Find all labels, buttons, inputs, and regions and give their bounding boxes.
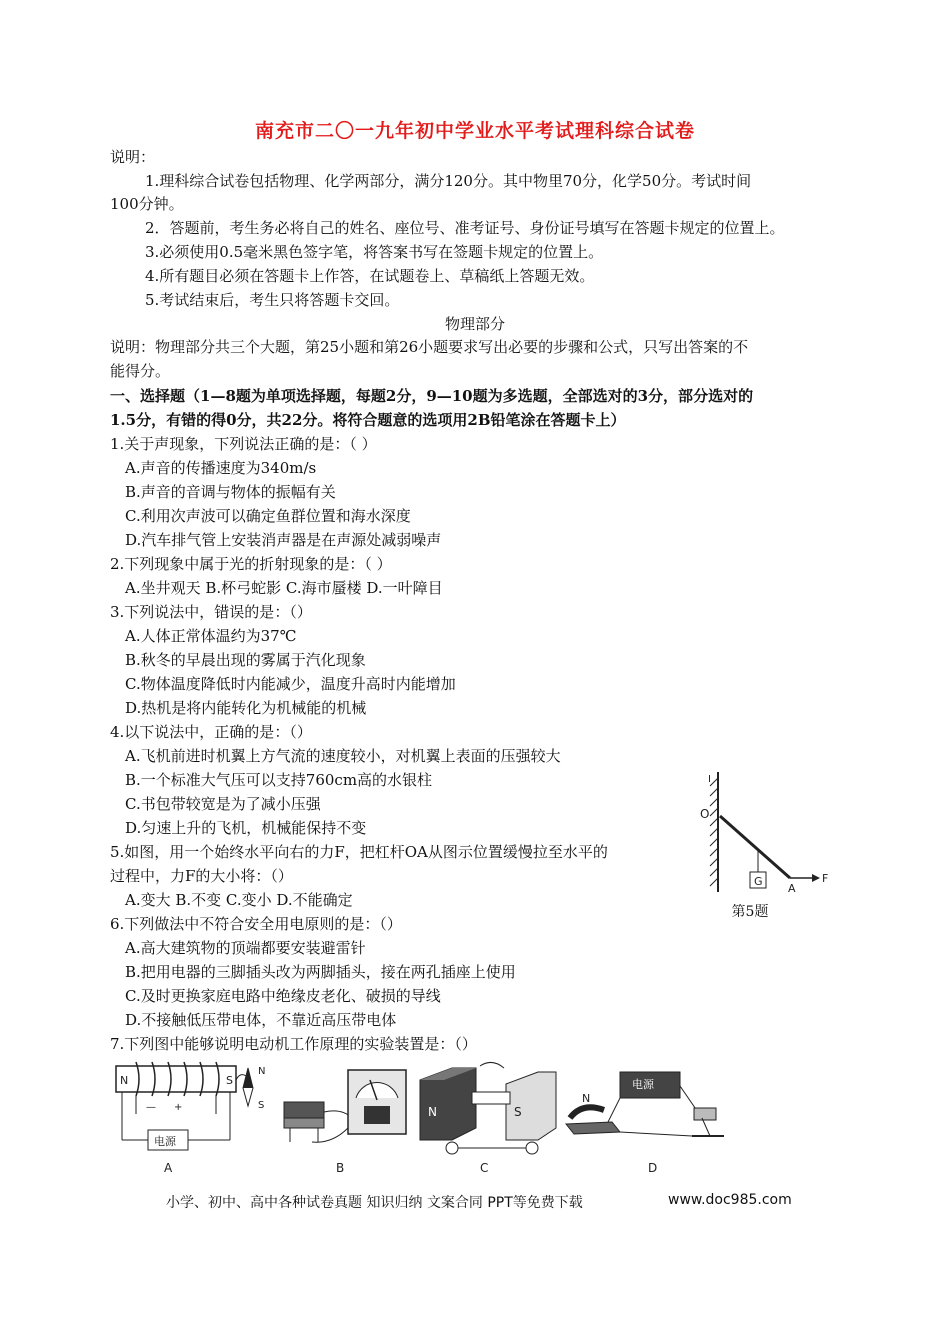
q4-option-a: A.飞机前进时机翼上方气流的速度较小，对机翼上表面的压强较大	[125, 747, 561, 765]
q7-stem: 7.下列图中能够说明电动机工作原理的实验装置是：（）	[110, 1035, 477, 1053]
q1-option-b: B.声音的音调与物体的振幅有关	[125, 483, 336, 501]
fig-d-n: N	[582, 1092, 591, 1105]
label-a: A	[788, 882, 796, 895]
physics-note-line1: 说明：物理部分共三个大题，第25小题和第26小题要求写出必要的步骤和公式，只写出答案的不	[110, 338, 749, 356]
instruction-1-line1: 1.理科综合试卷包括物理、化学两部分，满分120分。其中物里70分，化学50分。考试时间	[145, 172, 752, 190]
physics-section-title: 物理部分	[444, 315, 505, 333]
q6-option-c: C.及时更换家庭电路中绝缘皮老化、破损的导线	[125, 987, 441, 1005]
q3-option-d: D.热机是将内能转化为机械能的机械	[125, 699, 367, 717]
instruction-3: 3.必须使用0.5毫米黑色签字笔，将答案书写在签题卡规定的位置上。	[145, 243, 604, 261]
instruction-2: 2．答题前，考生务必将自己的姓名、座位号、准考证号、身份证号填写在答题卡规定的位置上。	[145, 219, 785, 237]
fig-a-source: 电源	[154, 1135, 176, 1148]
q1-option-c: C.利用次声波可以确定鱼群位置和海水深度	[125, 507, 411, 525]
q6-stem: 6.下列做法中不符合安全用电原则的是：（）	[110, 915, 402, 933]
q3-option-c: C.物体温度降低时内能减少，温度升高时内能增加	[125, 675, 456, 693]
q3-stem: 3.下列说法中，错误的是：（）	[110, 603, 312, 621]
instruction-4: 4.所有题目必须在答题卡上作答，在试题卷上、草稿纸上答题无效。	[145, 267, 595, 285]
q6-option-b: B.把用电器的三脚插头改为两脚插头，接在两孔插座上使用	[125, 963, 516, 981]
q4-option-b: B.一个标准大气压可以支持760cm高的水银柱	[125, 771, 433, 789]
fig-c-label: C	[480, 1161, 489, 1175]
q1-stem: 1.关于声现象，下列说法正确的是：（ ）	[110, 435, 377, 453]
q2-stem: 2.下列现象中属于光的折射现象的是：（ ）	[110, 555, 392, 573]
q5-options: A.变大 B.不变 C.变小 D.不能确定	[125, 891, 353, 909]
q7-figure-c	[420, 1062, 556, 1175]
svg-text:I: I	[708, 774, 711, 785]
fig-b-label: B	[336, 1161, 345, 1175]
q5-figure-caption: 第5题	[731, 904, 769, 920]
svg-text:—: —	[146, 1102, 156, 1113]
physics-note-line2: 能得分。	[110, 362, 171, 380]
q1-option-a: A.声音的传播速度为340m/s	[125, 459, 317, 477]
q5-stem-line1: 5.如图，用一个始终水平向右的力F，把杠杆OA从图示位置缓慢拉至水平的	[110, 843, 608, 861]
q7-figure-b	[284, 1070, 406, 1175]
q7-figures	[112, 1058, 732, 1178]
fig-c-s: S	[514, 1105, 522, 1119]
q5-lever-figure	[690, 768, 840, 898]
q2-options: A.坐井观天 B.杯弓蛇影 C.海市蜃楼 D.一叶障目	[125, 579, 443, 597]
instruction-1-line2: 100分钟。	[110, 195, 184, 213]
fig-a-needle-s: S	[258, 1100, 265, 1111]
fig-a-n: N	[120, 1074, 129, 1087]
instruction-5: 5.考试结束后，考生只将答题卡交回。	[145, 291, 400, 309]
q4-option-d: D.匀速上升的飞机，机械能保持不变	[125, 819, 367, 837]
fig-a-needle-n: N	[258, 1066, 266, 1077]
lever-oa	[720, 816, 790, 878]
force-arrow-head	[812, 874, 820, 882]
q7-figure-a	[116, 1062, 265, 1175]
q5-stem-line2: 过程中，力F的大小将：（）	[110, 867, 293, 885]
q4-stem: 4.以下说法中，正确的是：（）	[110, 723, 312, 741]
fig-d-source: 电源	[632, 1078, 654, 1091]
fig-a-s: S	[226, 1074, 233, 1087]
q6-option-a: A.高大建筑物的顶端都要安装避雷针	[125, 939, 366, 957]
svg-text:+: +	[174, 1102, 183, 1113]
q1-option-d: D.汽车排气管上安装消声器是在声源处减弱噪声	[125, 531, 442, 549]
exam-title: 南充市二〇一九年初中学业水平考试理科综合试卷	[254, 120, 695, 142]
fig-a-label: A	[164, 1161, 173, 1175]
label-f: F	[822, 872, 829, 885]
q3-option-b: B.秋冬的早晨出现的雾属于汽化现象	[125, 651, 366, 669]
part1-heading-line2: 1.5分，有错的得0分，共22分。将符合题意的选项用2B铅笔涂在答题卡上）	[110, 411, 626, 429]
label-o: O	[700, 807, 710, 821]
wall-hatching	[710, 778, 718, 886]
q3-option-a: A.人体正常体温约为37℃	[125, 627, 297, 645]
fig-c-n: N	[428, 1105, 437, 1119]
q6-option-d: D.不接触低压带电体，不靠近高压带电体	[125, 1011, 397, 1029]
fig-d-label: D	[648, 1161, 658, 1175]
footer-url[interactable]: www.doc985.com	[668, 1192, 792, 1208]
footer-text: 小学、初中、高中各种试卷真题 知识归纳 文案合同 PPT等免费下载	[166, 1195, 583, 1211]
q7-figure-d	[566, 1072, 724, 1175]
q4-option-c: C.书包带较宽是为了减小压强	[125, 795, 321, 813]
instructions-heading: 说明：	[110, 148, 156, 166]
part1-heading-line1: 一、选择题（1—8题为单项选择题，每题2分，9—10题为多选题，全部选对的3分，部分选对的	[110, 387, 754, 405]
label-g: G	[754, 875, 763, 888]
